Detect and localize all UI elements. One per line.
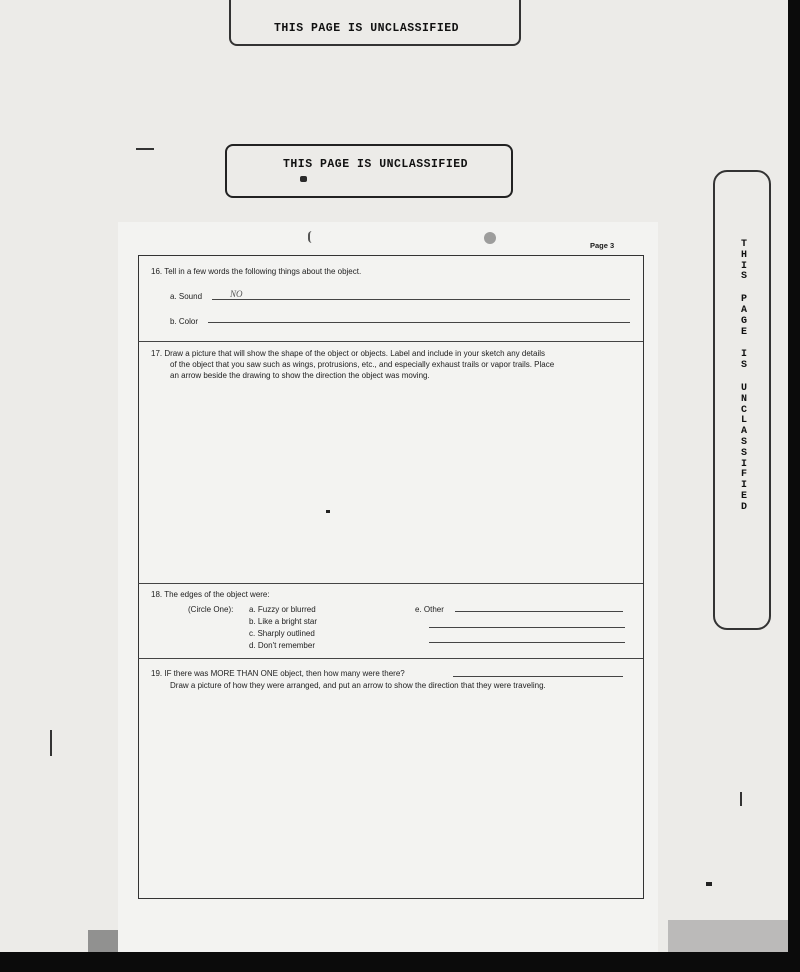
scan-bottom-edge [0, 952, 800, 972]
scan-speck [50, 730, 52, 756]
side-stamp-letter: D [740, 501, 747, 513]
scan-left-shadow [88, 930, 118, 952]
side-stamp-letter: A [740, 304, 747, 316]
scan-right-edge [788, 0, 800, 972]
scan-speck [706, 882, 712, 886]
side-stamp-letter: L [740, 415, 747, 427]
q16-color-line [208, 322, 630, 323]
side-stamp-letter: U [740, 382, 747, 394]
side-stamp-letter: S [740, 447, 747, 459]
side-stamp-letter: F [740, 469, 747, 481]
q18-option-a[interactable]: a. Fuzzy or blurred [249, 605, 316, 614]
q18-other-line-1 [455, 611, 623, 612]
scan-speck [740, 792, 742, 806]
q19-count-line [453, 676, 623, 677]
q18-option-d[interactable]: d. Don't remember [249, 641, 315, 650]
q18-circle-one: (Circle One): [188, 605, 234, 614]
scan-speck [326, 510, 330, 513]
scan-speck [136, 148, 154, 150]
middle-unclassified-stamp: THIS PAGE IS UNCLASSIFIED [283, 158, 469, 171]
divider-19 [138, 658, 643, 659]
q18-option-c[interactable]: c. Sharply outlined [249, 629, 315, 638]
divider-17 [138, 341, 643, 342]
q18-other-line-3 [429, 642, 625, 643]
q16-sound-value: NO [230, 289, 243, 299]
side-stamp-letter: P [740, 294, 747, 306]
scan-speck [484, 232, 496, 244]
q17-line-1: 17. Draw a picture that will show the shape of the object or objects. Label and include in your sketch any details [151, 349, 546, 358]
side-stamp-letter: H [740, 249, 747, 261]
q16-prompt: 16. Tell in a few words the following things about the object. [151, 267, 362, 276]
divider-18 [138, 583, 643, 584]
q19-drawing-area[interactable] [140, 695, 640, 895]
q17-line-3: an arrow beside the drawing to show the direction the object was moving. [170, 371, 430, 380]
side-unclassified-stamp [737, 240, 751, 514]
side-stamp-letter: N [740, 393, 747, 405]
q16-color-label: b. Color [170, 317, 199, 326]
side-stamp-letter: G [740, 315, 747, 327]
top-unclassified-stamp: THIS PAGE IS UNCLASSIFIED [274, 22, 460, 35]
q18-other-line-2 [429, 627, 625, 628]
q18-prompt: 18. The edges of the object were: [151, 590, 270, 599]
q19-line-2: Draw a picture of how they were arranged, and put an arrow to show the direction that they were traveling. [170, 681, 546, 690]
side-stamp-letter: E [740, 326, 747, 338]
stamp-smudge [300, 176, 307, 182]
side-stamp-letter: I [740, 349, 747, 361]
scan-speck [308, 231, 316, 243]
scan-right-shadow [668, 920, 788, 952]
q19-line-1: 19. IF there was MORE THAN ONE object, then how many were there? [151, 669, 405, 678]
side-stamp-letter: I [740, 458, 747, 470]
side-stamp-letter: S [740, 360, 747, 372]
q16-sound-line [212, 299, 630, 300]
middle-stamp-bracket [225, 144, 513, 198]
side-stamp-letter: C [740, 404, 747, 416]
q17-line-2: of the object that you saw such as wings, protrusions, etc., and especially exhaust trails or vapor trails. Place [170, 360, 555, 369]
q16-sound-label: a. Sound [170, 292, 203, 301]
q17-drawing-area[interactable] [140, 385, 640, 581]
side-stamp-letter: A [740, 426, 747, 438]
q18-option-e[interactable]: e. Other [415, 605, 444, 614]
side-stamp-letter: S [740, 271, 747, 283]
side-stamp-letter: I [740, 480, 747, 492]
side-stamp-letter: I [740, 260, 747, 272]
side-stamp-letter: E [740, 490, 747, 502]
side-stamp-letter: T [740, 239, 747, 250]
page-number: Page 3 [590, 241, 615, 250]
side-stamp-letter: S [740, 436, 747, 448]
q18-option-b[interactable]: b. Like a bright star [249, 617, 318, 626]
